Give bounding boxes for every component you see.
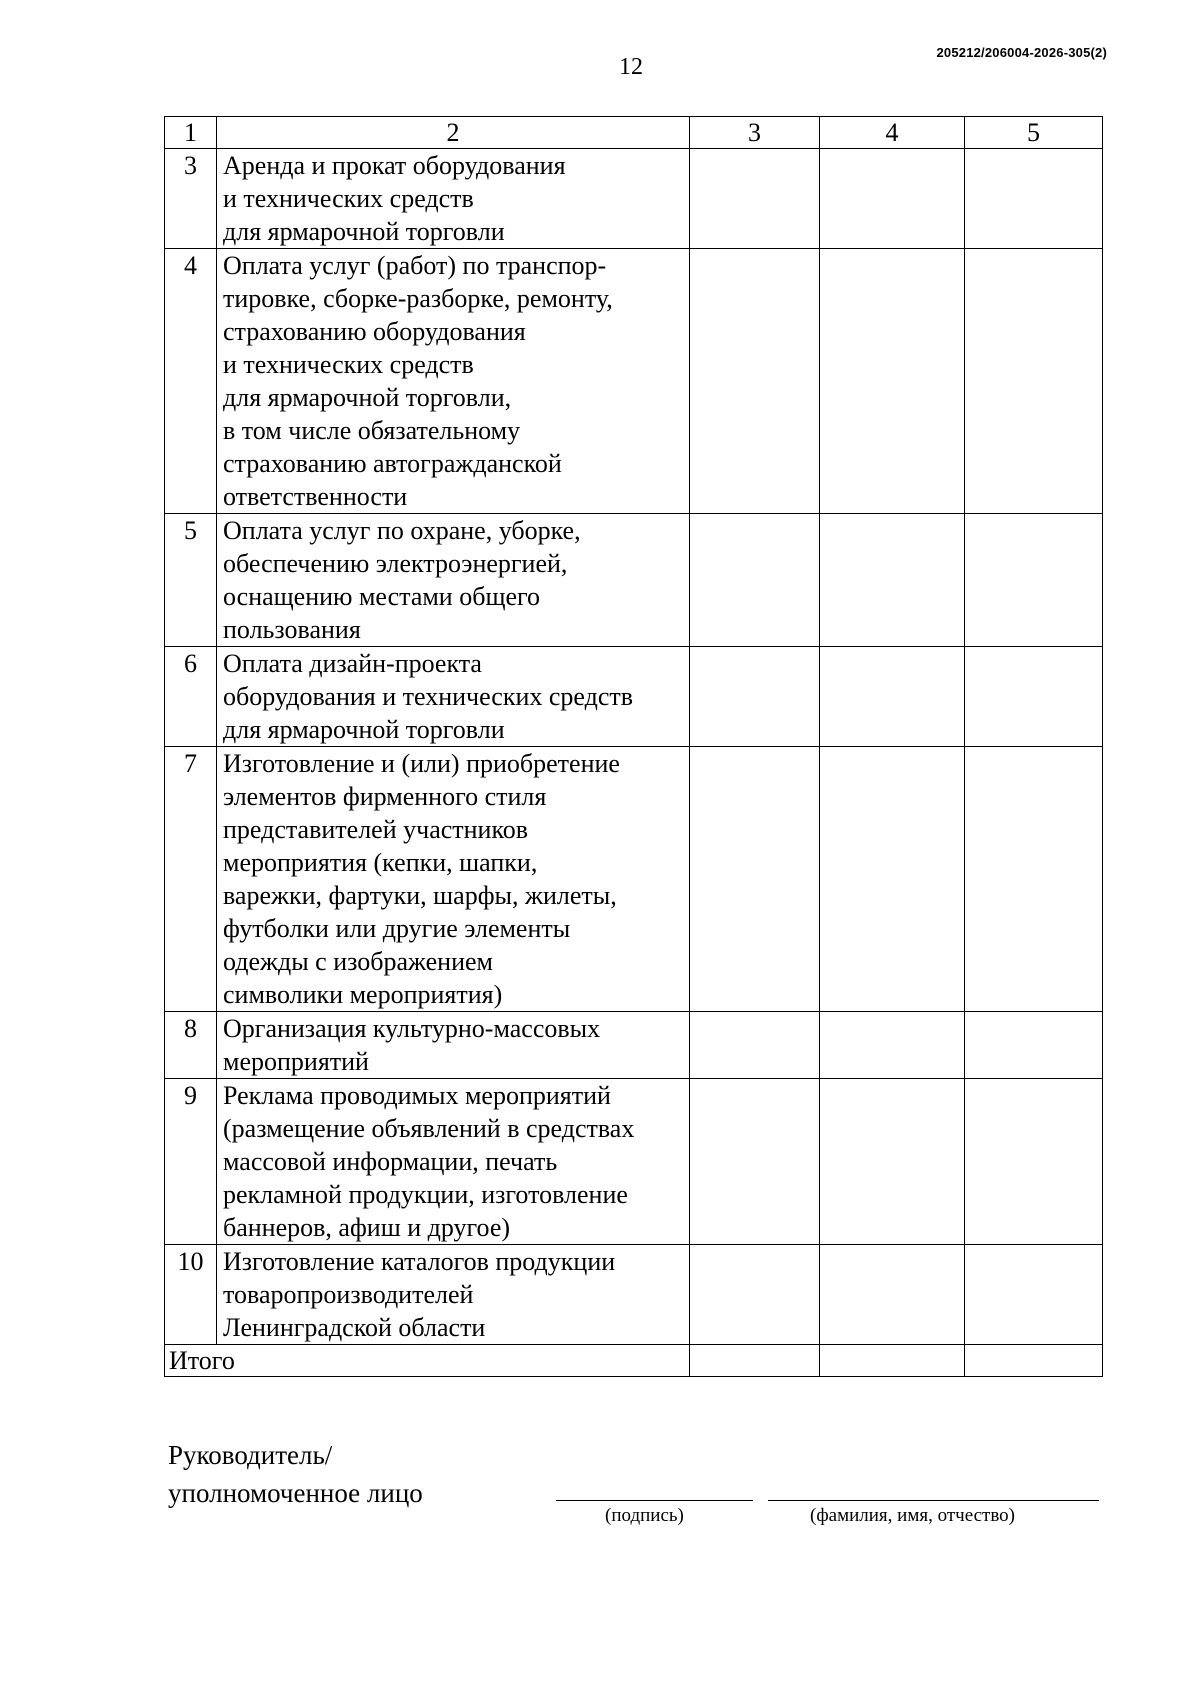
row-number: 3 xyxy=(165,149,217,249)
empty-cell-col5 xyxy=(965,747,1103,1012)
empty-cell-col4 xyxy=(820,1245,965,1345)
table-row xyxy=(165,149,1103,249)
table-row xyxy=(165,249,1103,514)
row-number: 10 xyxy=(165,1245,217,1345)
empty-cell-col3 xyxy=(690,1012,820,1079)
expense-item-name: Изготовление и (или) приобретение элементов фирменного стиля представителей участников мероприятия (кепки, шапки, варежки, фартуки, шарфы, жилеты, футболки или другие элементы одежды с изображением символики мероприятия) xyxy=(217,747,690,1012)
table-header-row xyxy=(165,117,1103,149)
row-number: 6 xyxy=(165,647,217,747)
empty-cell-col4 xyxy=(820,514,965,647)
row-number: 5 xyxy=(165,514,217,647)
full-name-caption: (фамилия, имя, отчество) xyxy=(810,1505,1016,1526)
table-row xyxy=(165,514,1103,647)
column-header: 1 xyxy=(165,117,217,149)
table-row xyxy=(165,647,1103,747)
table-row xyxy=(165,1079,1103,1245)
column-header: 2 xyxy=(217,117,690,149)
signature-caption: (подпись) xyxy=(605,1505,684,1526)
signature-line xyxy=(556,1500,753,1501)
empty-cell-col5 xyxy=(965,249,1103,514)
total-cell-col5 xyxy=(965,1345,1103,1377)
table-row xyxy=(165,1012,1103,1079)
expense-item-name: Оплата услуг по охране, уборке, обеспечению электроэнергией, оснащению местами общего пользования xyxy=(217,514,690,647)
empty-cell-col4 xyxy=(820,747,965,1012)
row-number: 8 xyxy=(165,1012,217,1079)
table-row xyxy=(165,747,1103,1012)
expense-item-name: Оплата услуг (работ) по транспор- тировке, сборке-разборке, ремонту, страхованию оборудования и технических средств для ярмарочной торговли, в том числе обязательному страхованию автогражданской ответственности xyxy=(217,249,690,514)
column-header: 5 xyxy=(965,117,1103,149)
expense-item-name: Организация культурно-массовых мероприятий xyxy=(217,1012,690,1079)
full-name-line xyxy=(768,1500,1099,1501)
total-cell-col4 xyxy=(820,1345,965,1377)
row-number: 9 xyxy=(165,1079,217,1245)
empty-cell-col5 xyxy=(965,1245,1103,1345)
signer-title: Руководитель/ xyxy=(168,1440,333,1470)
table-row xyxy=(165,1245,1103,1345)
empty-cell-col4 xyxy=(820,1012,965,1079)
total-label: Итого xyxy=(165,1345,690,1377)
empty-cell-col3 xyxy=(690,747,820,1012)
empty-cell-col3 xyxy=(690,514,820,647)
signer-subtitle: уполномоченное лицо xyxy=(168,1478,423,1508)
column-header: 3 xyxy=(690,117,820,149)
empty-cell-col5 xyxy=(965,149,1103,249)
column-header: 4 xyxy=(820,117,965,149)
document-code: 205212/206004-2026-305(2) xyxy=(936,45,1107,60)
row-number: 4 xyxy=(165,249,217,514)
empty-cell-col3 xyxy=(690,647,820,747)
empty-cell-col3 xyxy=(690,1079,820,1245)
expense-item-name: Оплата дизайн-проекта оборудования и технических средств для ярмарочной торговли xyxy=(217,647,690,747)
empty-cell-col3 xyxy=(690,149,820,249)
empty-cell-col3 xyxy=(690,249,820,514)
empty-cell-col4 xyxy=(820,647,965,747)
total-cell-col3 xyxy=(690,1345,820,1377)
total-row xyxy=(165,1345,1103,1377)
page-number: 12 xyxy=(619,54,643,80)
row-number: 7 xyxy=(165,747,217,1012)
signer-label xyxy=(168,1436,423,1512)
empty-cell-col3 xyxy=(690,1245,820,1345)
empty-cell-col5 xyxy=(965,1079,1103,1245)
expense-item-name: Аренда и прокат оборудования и технических средств для ярмарочной торговли xyxy=(217,149,690,249)
empty-cell-col5 xyxy=(965,647,1103,747)
expenses-table-body xyxy=(165,117,1103,1377)
empty-cell-col4 xyxy=(820,1079,965,1245)
expense-item-name: Реклама проводимых мероприятий (размещение объявлений в средствах массовой информации, печать рекламной продукции, изготовление баннеров, афиш и другое) xyxy=(217,1079,690,1245)
empty-cell-col4 xyxy=(820,149,965,249)
empty-cell-col4 xyxy=(820,249,965,514)
expense-item-name: Изготовление каталогов продукции товаропроизводителей Ленинградской области xyxy=(217,1245,690,1345)
empty-cell-col5 xyxy=(965,514,1103,647)
expenses-table xyxy=(164,116,1103,1377)
empty-cell-col5 xyxy=(965,1012,1103,1079)
